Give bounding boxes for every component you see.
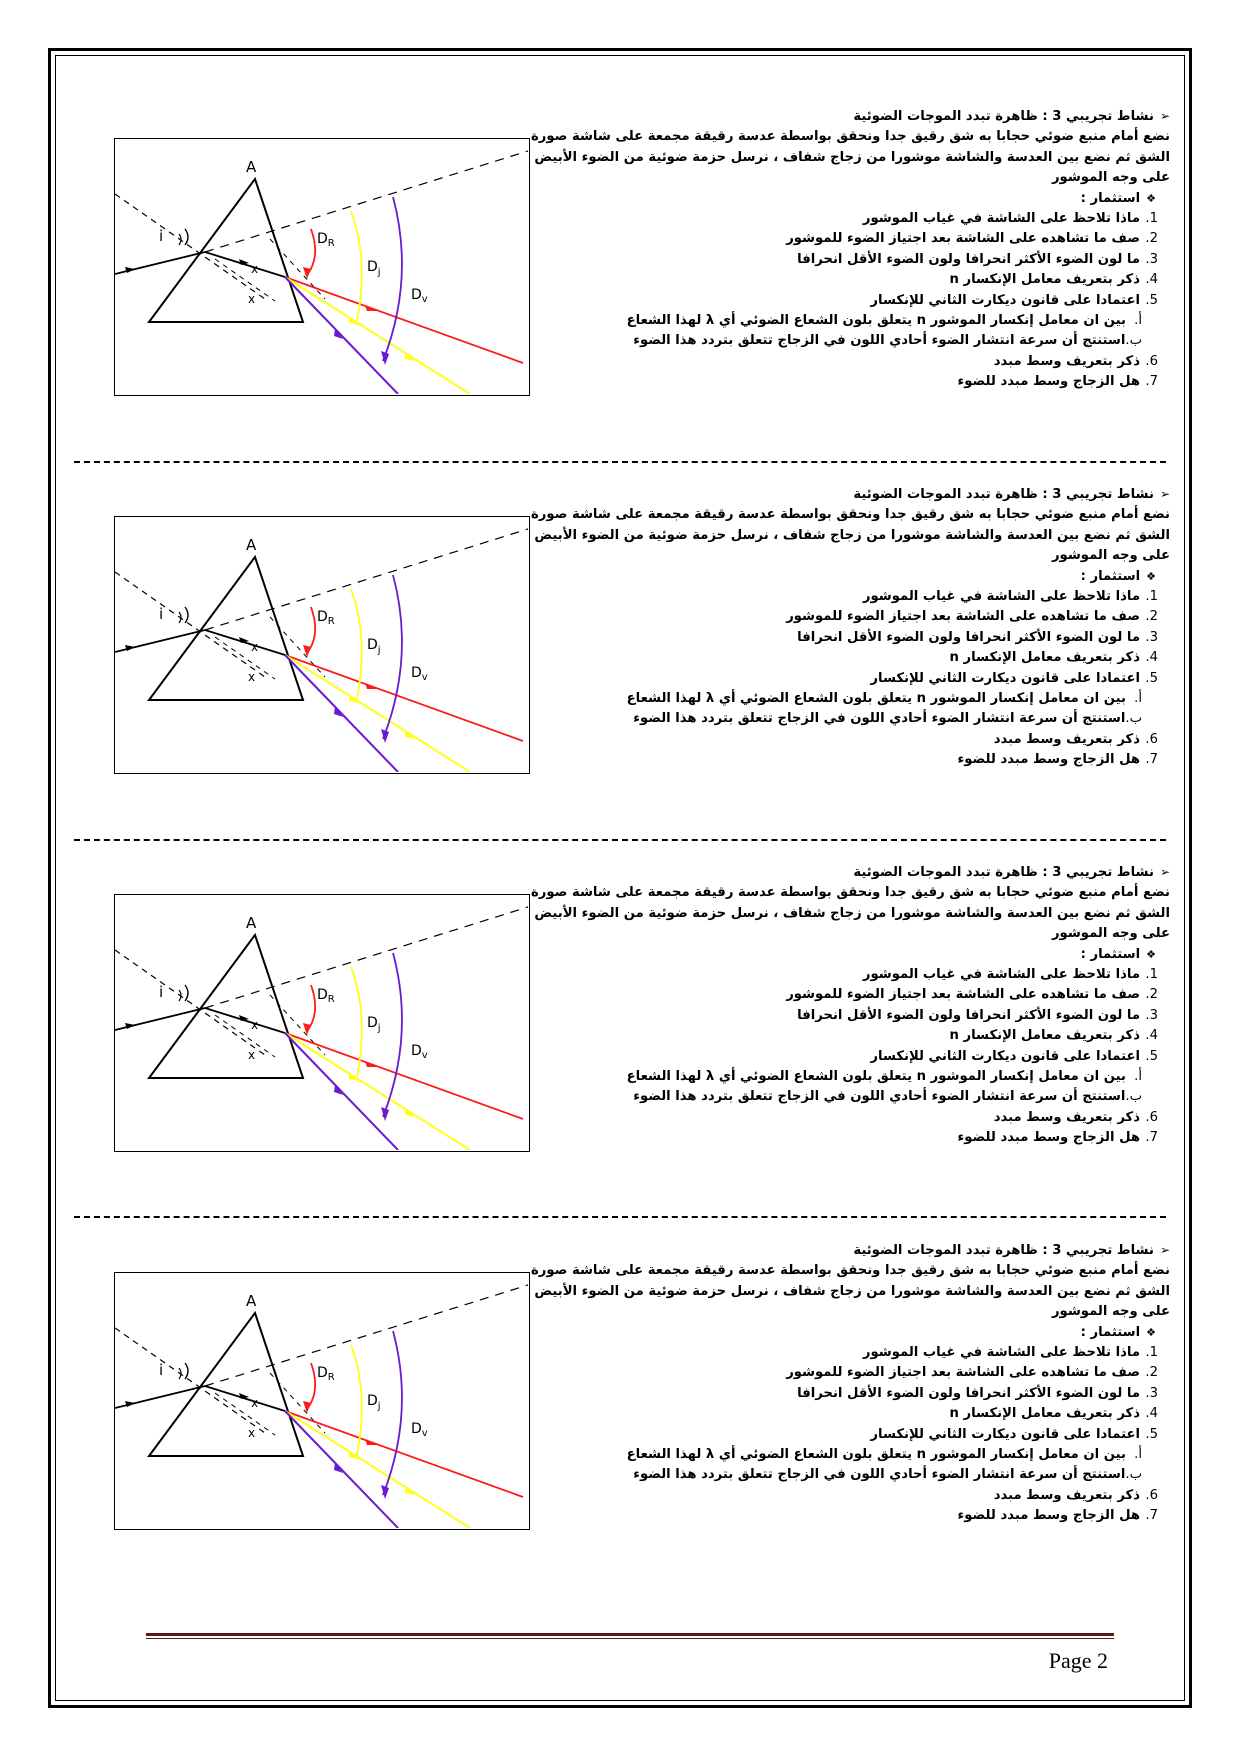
activity-intro: نضع أمام منبع ضوئي حجابا به شق رقيق جدا ونحقق بواسطة عدسة رقيقة مجمعة على شاشة صورة الشق ثم نضع بين العدسة والشاشة موشورا من زجاج شفاف ، نرسل حزمة ضوئية من الضوء الأبيض على وجه الموشور [530,1263,1170,1320]
question-item-number: 6. [1145,1109,1158,1125]
label-x2: x [248,1048,256,1062]
label-d-violet: $D_v$ [411,1043,428,1061]
question-item-number: 6. [1145,353,1158,369]
question-list [526,965,1170,1149]
sub-question-item [526,1087,1170,1107]
arc-violet [383,575,402,739]
question-item [526,1047,1170,1067]
label-x2: x [248,292,256,306]
question-item [526,291,1170,311]
arc-violet-arrow [381,729,389,743]
violet-ray-arrow [334,329,343,339]
red-ray [285,655,523,741]
sub-question-item-text: بين ان معامل إنكسار الموشور n يتعلق بلون الشعاع الضوئي أي λ لهذا الشعاع [626,1447,1126,1463]
istithmar-heading: ❖استثمار : [1080,568,1156,584]
question-item-number: 2. [1145,987,1158,1003]
question-item [526,985,1170,1005]
label-apex: A [246,1292,257,1310]
activity-title: ➢نشاط تجريبي 3 : ظاهرة تبدد الموجات الضوئية [526,106,1170,127]
arc-violet-arrow [381,1485,389,1499]
question-item-number: 4. [1145,1406,1158,1422]
question-item [526,1384,1170,1404]
sub-question-item-number: ب. [1125,333,1142,349]
question-item-text: ذكر بتعريف وسط مبدد [993,1487,1140,1503]
normal-entry [115,572,265,677]
arc-red-arrow [303,645,311,657]
internal-ray [205,252,285,277]
question-item [526,965,1170,985]
arc-violet-arrow [381,351,389,365]
activity-block [56,838,1184,1216]
sub-question-item-text: استنتج أن سرعة انتشار الضوء أحادي اللون في الزجاج تتعلق بتردد هذا الضوء [633,1089,1126,1105]
label-angle-i: i [159,227,164,245]
red-ray [285,1411,523,1497]
normal-entry [115,194,265,299]
question-item-number: 6. [1145,731,1158,747]
arc-violet [383,1331,402,1495]
red-ray-arrow [365,305,377,311]
question-item [526,1363,1170,1383]
istithmar-heading: ❖استثمار : [1080,946,1156,962]
normal-entry [115,950,265,1055]
violet-ray-arrow [334,1463,343,1473]
normal-entry [115,1328,265,1433]
question-item-text: هل الزجاج وسط مبدد للضوء [957,1130,1140,1146]
question-item-text: ماذا تلاحظ على الشاشة في غياب الموشور [862,967,1140,983]
question-list [526,209,1170,393]
internal-ray-arrow [239,637,249,643]
question-item-number: 2. [1145,1365,1158,1381]
question-item [526,209,1170,229]
activity-title: ➢نشاط تجريبي 3 : ظاهرة تبدد الموجات الضوئية [526,862,1170,883]
question-item-text: ما لون الضوء الأكثر انحرافا ولون الضوء الأقل انحرافا [797,251,1140,267]
arc-yellow [351,1345,362,1455]
sub-question-item-text: استنتج أن سرعة انتشار الضوء أحادي اللون في الزجاج تتعلق بتردد هذا الضوء [633,333,1126,349]
activity-title: ➢نشاط تجريبي 3 : ظاهرة تبدد الموجات الضوئية [526,1240,1170,1261]
question-item [526,730,1170,750]
arrowhead-bullet-icon: ➢ [1159,487,1170,501]
sub-question-item [526,709,1170,729]
question-item-text: صف ما تشاهده على الشاشة بعد اجتياز الضوء للموشور [786,1365,1140,1381]
question-item-text: صف ما تشاهده على الشاشة بعد اجتياز الضوء للموشور [786,609,1140,625]
diamond-bullet-icon: ❖ [1146,947,1156,961]
label-x1: x [251,1018,259,1032]
violet-ray [285,1033,398,1150]
question-item [526,628,1170,648]
question-list [526,1343,1170,1527]
question-item-number: 1. [1145,589,1158,605]
label-angle-i: i [159,1361,164,1379]
prism-dispersion-diagram [114,138,530,396]
question-item-text: ذكر بتعريف وسط مبدد [993,353,1140,369]
question-item [526,372,1170,392]
sub-question-item-number: أ. [1134,313,1142,329]
arrowhead-bullet-icon: ➢ [1159,109,1170,123]
sub-question-item [526,311,1170,331]
question-item-text: اعتمادا على قانون ديكارت الثاني للإنكسار [870,1048,1140,1064]
question-item-number: 2. [1145,231,1158,247]
question-item-text: ذكر بتعريف معامل الإنكسار n [949,272,1140,288]
arc-red [307,1363,315,1409]
question-item-number: 2. [1145,609,1158,625]
question-item [526,1006,1170,1026]
activity-block [56,460,1184,838]
label-apex: A [246,158,257,176]
violet-ray-arrow [334,1085,343,1095]
question-item-number: 1. [1145,967,1158,983]
question-list [526,587,1170,771]
question-item-text: ذكر بتعريف معامل الإنكسار n [949,1028,1140,1044]
question-item-number: 3. [1145,251,1158,267]
label-x1: x [251,262,259,276]
yellow-ray [285,655,470,772]
yellow-ray [285,277,470,394]
red-ray [285,1033,523,1119]
question-item-number: 7. [1145,1130,1158,1146]
question-item [526,1108,1170,1128]
question-item-number: 5. [1145,670,1158,686]
label-d-red: $D_R$ [317,609,335,627]
question-item-text: صف ما تشاهده على الشاشة بعد اجتياز الضوء للموشور [786,231,1140,247]
sub-question-item [526,331,1170,351]
yellow-ray-arrow-2 [405,353,415,361]
prism-triangle [149,935,303,1078]
sub-question-item-text: استنتج أن سرعة انتشار الضوء أحادي اللون في الزجاج تتعلق بتردد هذا الضوء [633,1467,1126,1483]
question-item-text: ما لون الضوء الأكثر انحرافا ولون الضوء الأقل انحرافا [797,1007,1140,1023]
question-item-text: هل الزجاج وسط مبدد للضوء [957,374,1140,390]
internal-ray-arrow [239,1393,249,1399]
question-item-text: ذكر بتعريف وسط مبدد [993,1109,1140,1125]
question-item-text: ما لون الضوء الأكثر انحرافا ولون الضوء الأقل انحرافا [797,1385,1140,1401]
question-item-number: 7. [1145,374,1158,390]
arc-red-arrow [303,1023,311,1035]
violet-ray [285,277,398,394]
sub-question-item-text: بين ان معامل إنكسار الموشور n يتعلق بلون الشعاع الضوئي أي λ لهذا الشعاع [626,691,1126,707]
question-item [526,250,1170,270]
arc-yellow [351,211,362,321]
istithmar-heading: ❖استثمار : [1080,190,1156,206]
arc-red-arrow [303,267,311,279]
label-d-yellow: $D_j$ [367,637,381,656]
question-item [526,229,1170,249]
label-d-red: $D_R$ [317,1365,335,1383]
question-item [526,352,1170,372]
question-item-number: 5. [1145,1048,1158,1064]
question-item-text: اعتمادا على قانون ديكارت الثاني للإنكسار [870,292,1140,308]
label-d-violet: $D_v$ [411,1421,428,1439]
question-item [526,1506,1170,1526]
label-d-yellow: $D_j$ [367,259,381,278]
arc-violet [383,197,402,361]
question-item-text: صف ما تشاهده على الشاشة بعد اجتياز الضوء للموشور [786,987,1140,1003]
angle-i-arc [185,607,188,623]
label-d-yellow: $D_j$ [367,1015,381,1034]
internal-ray-arrow [239,259,249,265]
arc-yellow [351,967,362,1077]
question-item-text: ذكر بتعريف معامل الإنكسار n [949,1406,1140,1422]
activity-title: ➢نشاط تجريبي 3 : ظاهرة تبدد الموجات الضوئية [526,484,1170,505]
question-item-text: ماذا تلاحظ على الشاشة في غياب الموشور [862,1345,1140,1361]
question-item-number: 7. [1145,1508,1158,1524]
prism-dispersion-diagram [114,1272,530,1530]
question-item-text: اعتمادا على قانون ديكارت الثاني للإنكسار [870,670,1140,686]
question-item [526,1343,1170,1363]
label-x1: x [251,640,259,654]
violet-ray [285,1411,398,1528]
label-x1: x [251,1396,259,1410]
diamond-bullet-icon: ❖ [1146,191,1156,205]
question-item-number: 4. [1145,272,1158,288]
arc-red [307,229,315,275]
question-item-number: 1. [1145,211,1158,227]
arc-violet [383,953,402,1117]
label-d-violet: $D_v$ [411,665,428,683]
internal-ray-arrow [239,1015,249,1021]
istithmar-heading: ❖استثمار : [1080,1324,1156,1340]
question-item [526,750,1170,770]
question-item-number: 5. [1145,292,1158,308]
question-item-number: 6. [1145,1487,1158,1503]
footer-rule [146,1633,1114,1636]
question-item-text: ماذا تلاحظ على الشاشة في غياب الموشور [862,211,1140,227]
diamond-bullet-icon: ❖ [1146,569,1156,583]
label-d-red: $D_R$ [317,231,335,249]
angle-i-arc [185,229,188,245]
arc-yellow [351,589,362,699]
sub-question-item-number: أ. [1134,691,1142,707]
question-item [526,587,1170,607]
question-item [526,607,1170,627]
prism-dispersion-diagram [114,894,530,1152]
page-number: Page 2 [1048,1648,1108,1673]
question-item-text: ما لون الضوء الأكثر انحرافا ولون الضوء الأقل انحرافا [797,629,1140,645]
arrowhead-bullet-icon: ➢ [1159,865,1170,879]
question-item-number: 3. [1145,1385,1158,1401]
activity-intro: نضع أمام منبع ضوئي حجابا به شق رقيق جدا ونحقق بواسطة عدسة رقيقة مجمعة على شاشة صورة الشق ثم نضع بين العدسة والشاشة موشورا من زجاج شفاف ، نرسل حزمة ضوئية من الضوء الأبيض على وجه الموشور [530,507,1170,564]
angle-i-arc [185,1363,188,1379]
arc-violet-arrow [381,1107,389,1121]
sub-question-item [526,1445,1170,1465]
activity-text [526,484,1170,771]
question-item [526,1128,1170,1148]
label-d-violet: $D_v$ [411,287,428,305]
activity-text [526,862,1170,1149]
question-item-text: اعتمادا على قانون ديكارت الثاني للإنكسار [870,1426,1140,1442]
sub-question-item [526,1067,1170,1087]
question-item [526,1486,1170,1506]
label-angle-i: i [159,605,164,623]
question-item-text: هل الزجاج وسط مبدد للضوء [957,1508,1140,1524]
question-item [526,1425,1170,1445]
sub-question-item-number: أ. [1134,1447,1142,1463]
activity-text [526,106,1170,393]
question-item-text: ذكر بتعريف معامل الإنكسار n [949,650,1140,666]
internal-ray [205,1008,285,1033]
yellow-ray [285,1033,470,1150]
activity-intro: نضع أمام منبع ضوئي حجابا به شق رقيق جدا ونحقق بواسطة عدسة رقيقة مجمعة على شاشة صورة الشق ثم نضع بين العدسة والشاشة موشورا من زجاج شفاف ، نرسل حزمة ضوئية من الضوء الأبيض على وجه الموشور [530,885,1170,942]
question-item [526,270,1170,290]
yellow-ray-arrow-2 [405,731,415,739]
arrowhead-bullet-icon: ➢ [1159,1243,1170,1257]
sub-question-item-number: ب. [1125,1089,1142,1105]
activity-block [56,1216,1184,1594]
question-item [526,669,1170,689]
internal-ray [205,1386,285,1411]
diamond-bullet-icon: ❖ [1146,1325,1156,1339]
question-item-number: 4. [1145,1028,1158,1044]
prism-triangle [149,557,303,700]
question-item-number: 1. [1145,1345,1158,1361]
question-item-number: 5. [1145,1426,1158,1442]
question-item-number: 7. [1145,752,1158,768]
question-item [526,1026,1170,1046]
sub-question-item-text: بين ان معامل إنكسار الموشور n يتعلق بلون الشعاع الضوئي أي λ لهذا الشعاع [626,1069,1126,1085]
prism-triangle [149,1313,303,1456]
label-x2: x [248,1426,256,1440]
question-item-number: 3. [1145,1007,1158,1023]
sub-question-item-number: ب. [1125,1467,1142,1483]
sub-question-item-text: استنتج أن سرعة انتشار الضوء أحادي اللون في الزجاج تتعلق بتردد هذا الضوء [633,711,1126,727]
label-d-yellow: $D_j$ [367,1393,381,1412]
sub-question-item [526,1465,1170,1485]
question-item-text: ماذا تلاحظ على الشاشة في غياب الموشور [862,589,1140,605]
violet-ray-arrow [334,707,343,717]
footer-rule-thin [146,1638,1114,1639]
label-d-red: $D_R$ [317,987,335,1005]
sub-question-item-number: ب. [1125,711,1142,727]
sub-question-item-number: أ. [1134,1069,1142,1085]
question-item-text: هل الزجاج وسط مبدد للضوء [957,752,1140,768]
question-item-text: ذكر بتعريف وسط مبدد [993,731,1140,747]
prism-triangle [149,179,303,322]
angle-i-arc [185,985,188,1001]
arc-red-arrow [303,1401,311,1413]
internal-ray [205,630,285,655]
yellow-ray [285,1411,470,1528]
activity-block [56,82,1184,460]
arc-red [307,607,315,653]
arc-red [307,985,315,1031]
label-angle-i: i [159,983,164,1001]
label-apex: A [246,536,257,554]
sub-question-item [526,689,1170,709]
sub-question-item-text: بين ان معامل إنكسار الموشور n يتعلق بلون الشعاع الضوئي أي λ لهذا الشعاع [626,313,1126,329]
label-apex: A [246,914,257,932]
question-item [526,648,1170,668]
question-item-number: 3. [1145,629,1158,645]
label-x2: x [248,670,256,684]
question-item [526,1404,1170,1424]
question-item-number: 4. [1145,650,1158,666]
activity-text [526,1240,1170,1527]
red-ray [285,277,523,363]
prism-dispersion-diagram [114,516,530,774]
activity-intro: نضع أمام منبع ضوئي حجابا به شق رقيق جدا ونحقق بواسطة عدسة رقيقة مجمعة على شاشة صورة الشق ثم نضع بين العدسة والشاشة موشورا من زجاج شفاف ، نرسل حزمة ضوئية من الضوء الأبيض على وجه الموشور [530,129,1170,186]
violet-ray [285,655,398,772]
